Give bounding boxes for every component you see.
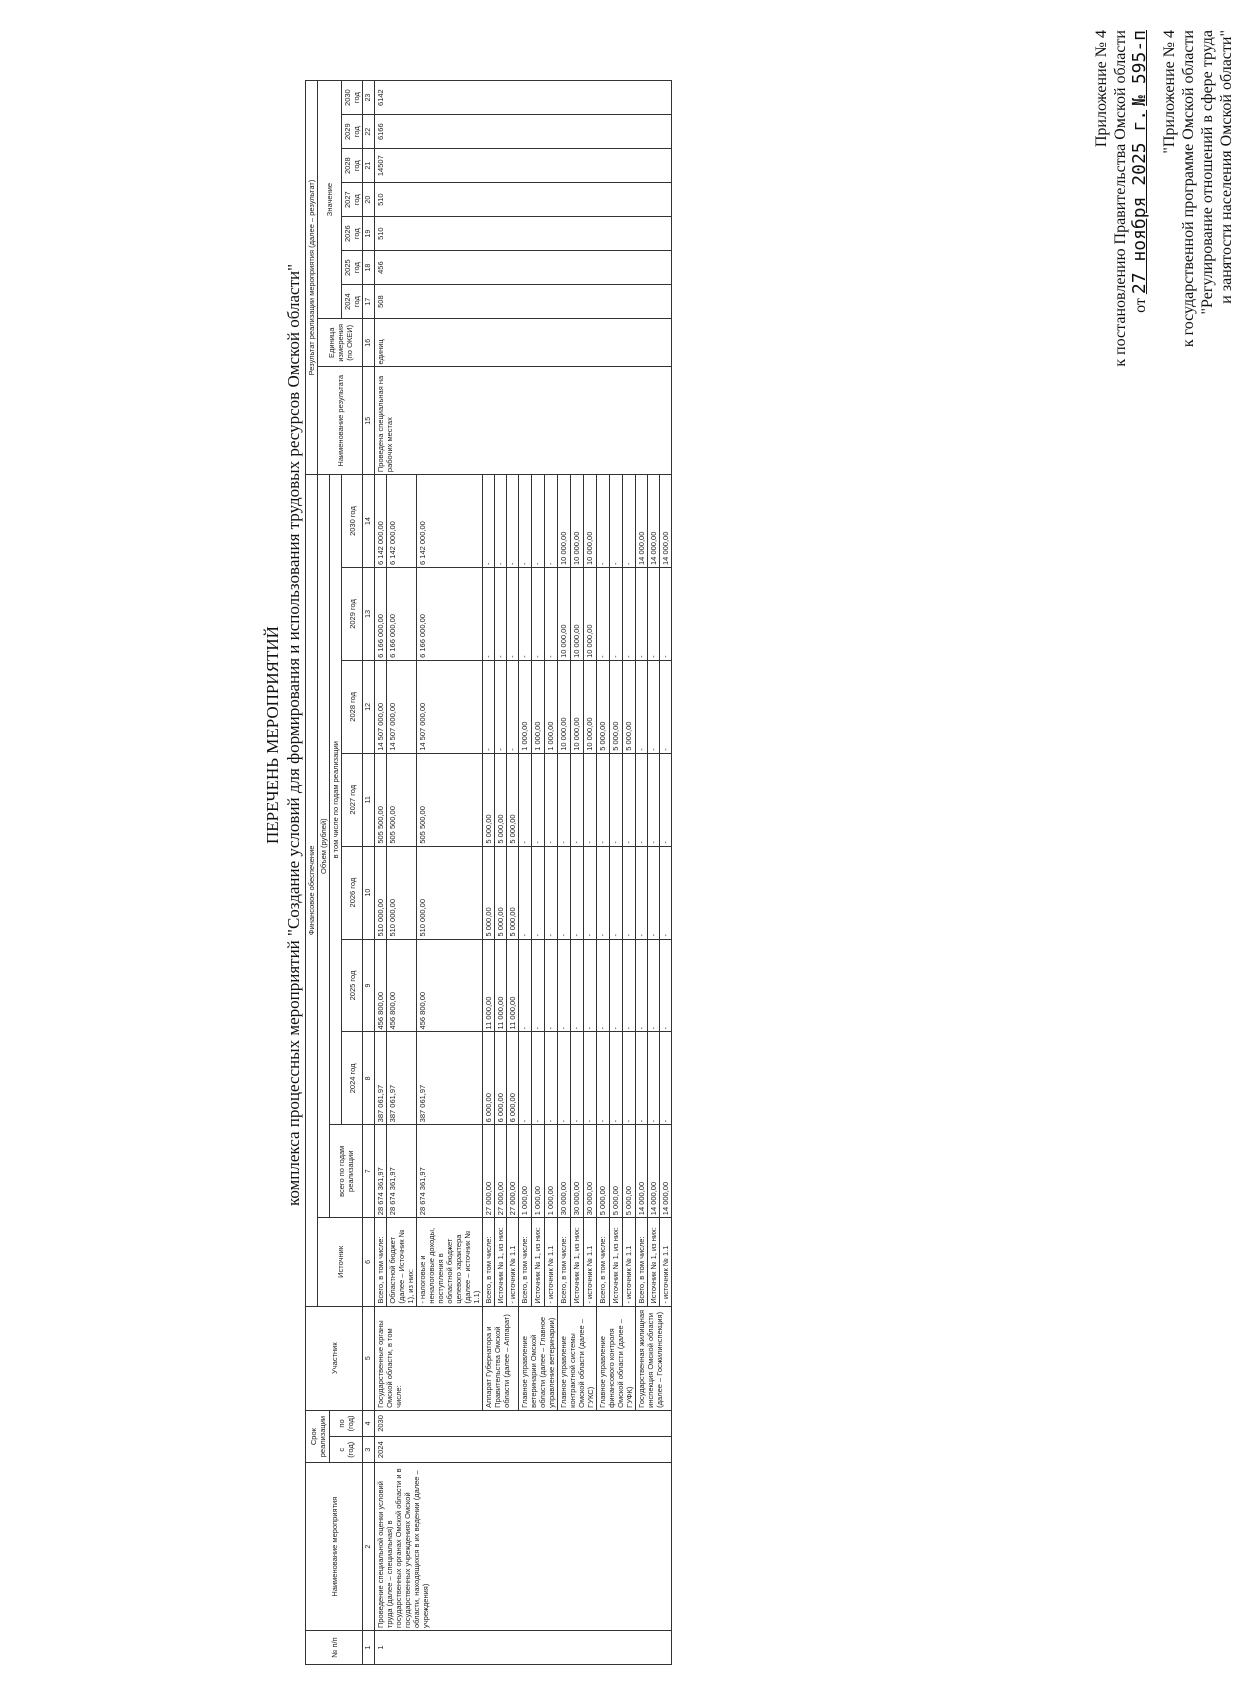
th-from: с (год) — [330, 1437, 363, 1463]
y2028-cell: 1 000,00 — [519, 660, 532, 753]
y2029-cell: - — [623, 567, 636, 660]
y2030-cell: - — [519, 475, 532, 568]
th-total: всего по годам реализации — [330, 1125, 363, 1218]
th-finance: Финансовое обеспечение — [306, 475, 318, 1306]
th-ry2027: 2027 год — [342, 183, 363, 217]
y2028-cell: - — [483, 660, 495, 753]
th-ry2026: 2026 год — [342, 217, 363, 251]
program-appendix-header — [1160, 30, 1236, 390]
y2030-cell: - — [623, 475, 636, 568]
y2030-cell: - — [507, 475, 519, 568]
th-results: Результат реализации мероприятия (далее – результат) — [306, 81, 318, 475]
y2026-cell: 5 000,00 — [483, 846, 495, 939]
result-value-2030: 6142 — [375, 81, 672, 115]
participant-cell: Государственные органы Омской области, в том числе: — [375, 1306, 483, 1410]
source-cell: Источник № 1, из них: — [532, 1218, 545, 1306]
y2027-cell: - — [519, 753, 532, 846]
y2025-cell: - — [636, 939, 648, 1032]
total-cell: 5 000,00 — [597, 1125, 610, 1218]
source-cell: - источник № 1.1 — [545, 1218, 558, 1306]
appendix-date-prefix: от — [1132, 298, 1149, 313]
y2030-cell: 10 000,00 — [571, 475, 584, 568]
y2030-cell: 6 142 000,00 — [417, 475, 483, 568]
total-cell: 28 674 361,97 — [375, 1125, 387, 1218]
column-number: 4 — [363, 1410, 375, 1436]
th-y2030: 2030 год — [342, 475, 363, 568]
y2025-cell: - — [545, 939, 558, 1032]
y2026-cell: 5 000,00 — [507, 846, 519, 939]
y2025-cell: 456 800,00 — [387, 939, 417, 1032]
source-cell: - источник № 1.1 — [507, 1218, 519, 1306]
result-value-2029: 6166 — [375, 115, 672, 149]
program-appendix-number: "Приложение № 4 — [1161, 30, 1178, 154]
source-cell: Источник № 1, из них: — [495, 1218, 507, 1306]
y2027-cell: 505 500,00 — [387, 753, 417, 846]
column-number: 19 — [363, 217, 375, 251]
total-cell: 14 000,00 — [636, 1125, 648, 1218]
y2029-cell: - — [545, 567, 558, 660]
source-cell: Источник № 1, из них: — [648, 1218, 660, 1306]
y2026-cell: - — [558, 846, 571, 939]
y2024-cell: - — [636, 1032, 648, 1125]
result-value-2024: 508 — [375, 285, 672, 319]
total-cell: 27 000,00 — [495, 1125, 507, 1218]
source-cell: Всего, в том числе: — [519, 1218, 532, 1306]
th-res-name: Наименование результата — [318, 367, 363, 475]
y2024-cell: - — [584, 1032, 597, 1125]
y2028-cell: 14 507 000,00 — [387, 660, 417, 753]
th-unit: Единица измерения (по ОКЕИ) — [318, 319, 363, 367]
source-cell: Всего, в том числе: — [483, 1218, 495, 1306]
column-number: 5 — [363, 1306, 375, 1410]
total-cell: 27 000,00 — [483, 1125, 495, 1218]
y2026-cell: 510 000,00 — [387, 846, 417, 939]
program-appendix-line2: к государственной программе Омской области — [1180, 30, 1197, 348]
column-number: 16 — [363, 319, 375, 367]
total-cell: 5 000,00 — [623, 1125, 636, 1218]
y2029-cell: 6 166 000,00 — [387, 567, 417, 660]
participant-cell: Главное управление финансового контроля Омской области (далее – ГУФК) — [597, 1306, 636, 1410]
y2028-cell: 10 000,00 — [571, 660, 584, 753]
y2027-cell: 505 500,00 — [417, 753, 483, 846]
y2029-cell: 10 000,00 — [558, 567, 571, 660]
y2026-cell: - — [610, 846, 623, 939]
source-cell: - источник № 1.1 — [623, 1218, 636, 1306]
y2027-cell: - — [636, 753, 648, 846]
th-y2029: 2029 год — [342, 567, 363, 660]
total-cell: 28 674 361,97 — [417, 1125, 483, 1218]
y2027-cell: 5 000,00 — [507, 753, 519, 846]
th-ry2029: 2029 год — [342, 115, 363, 149]
y2024-cell: - — [660, 1032, 672, 1125]
column-number: 6 — [363, 1218, 375, 1306]
column-number: 10 — [363, 846, 375, 939]
y2026-cell: - — [532, 846, 545, 939]
result-value-2025: 456 — [375, 251, 672, 285]
y2027-cell: 505 500,00 — [375, 753, 387, 846]
y2024-cell: - — [597, 1032, 610, 1125]
y2029-cell: 10 000,00 — [584, 567, 597, 660]
term-to: 2030 — [375, 1410, 672, 1436]
y2024-cell: - — [532, 1032, 545, 1125]
y2030-cell: 14 000,00 — [648, 475, 660, 568]
y2024-cell: 6 000,00 — [507, 1032, 519, 1125]
measures-table — [305, 80, 672, 1665]
row-number: 1 — [375, 1631, 672, 1665]
y2028-cell: 14 507 000,00 — [417, 660, 483, 753]
total-cell: 1 000,00 — [519, 1125, 532, 1218]
result-unit: единиц — [375, 319, 672, 367]
participant-cell: Аппарат Губернатора и Правительства Омской области (далее – Аппарат) — [483, 1306, 519, 1410]
y2025-cell: 456 800,00 — [417, 939, 483, 1032]
column-number: 11 — [363, 753, 375, 846]
y2024-cell: 387 061,97 — [387, 1032, 417, 1125]
total-cell: 30 000,00 — [571, 1125, 584, 1218]
y2028-cell: 10 000,00 — [558, 660, 571, 753]
column-number: 3 — [363, 1437, 375, 1463]
y2027-cell: - — [610, 753, 623, 846]
y2029-cell: - — [660, 567, 672, 660]
y2028-cell: 1 000,00 — [545, 660, 558, 753]
y2028-cell: 5 000,00 — [610, 660, 623, 753]
th-y2026: 2026 год — [342, 846, 363, 939]
y2026-cell: - — [597, 846, 610, 939]
y2028-cell: 5 000,00 — [597, 660, 610, 753]
result-value-2028: 14507 — [375, 149, 672, 183]
y2028-cell: 10 000,00 — [584, 660, 597, 753]
y2030-cell: 14 000,00 — [636, 475, 648, 568]
y2027-cell: - — [584, 753, 597, 846]
y2025-cell: - — [623, 939, 636, 1032]
y2025-cell: - — [597, 939, 610, 1032]
th-participant: Участник — [306, 1306, 363, 1410]
source-cell: Всего, в том числе: — [636, 1218, 648, 1306]
total-cell: 28 674 361,97 — [387, 1125, 417, 1218]
y2030-cell: - — [495, 475, 507, 568]
y2025-cell: - — [660, 939, 672, 1032]
result-value-2027: 510 — [375, 183, 672, 217]
y2030-cell: 10 000,00 — [584, 475, 597, 568]
y2024-cell: 6 000,00 — [483, 1032, 495, 1125]
y2025-cell: - — [532, 939, 545, 1032]
y2029-cell: - — [483, 567, 495, 660]
y2026-cell: - — [648, 846, 660, 939]
y2024-cell: 6 000,00 — [495, 1032, 507, 1125]
column-number: 23 — [363, 81, 375, 115]
th-name: Наименование мероприятия — [306, 1463, 363, 1631]
y2030-cell: 6 142 000,00 — [387, 475, 417, 568]
y2030-cell: - — [545, 475, 558, 568]
y2025-cell: - — [648, 939, 660, 1032]
y2029-cell: - — [532, 567, 545, 660]
appendix-doc-number: № 595-п — [1129, 30, 1150, 106]
column-number: 9 — [363, 939, 375, 1032]
source-cell: Всего, в том числе: — [558, 1218, 571, 1306]
column-number: 17 — [363, 285, 375, 319]
appendix-date-line — [1130, 30, 1150, 410]
th-num: № п/п — [306, 1631, 363, 1665]
y2026-cell: - — [571, 846, 584, 939]
y2027-cell: - — [623, 753, 636, 846]
y2026-cell: - — [623, 846, 636, 939]
column-number: 8 — [363, 1032, 375, 1125]
y2027-cell: - — [532, 753, 545, 846]
total-cell: 14 000,00 — [648, 1125, 660, 1218]
y2024-cell: - — [571, 1032, 584, 1125]
y2029-cell: 6 166 000,00 — [375, 567, 387, 660]
column-number: 12 — [363, 660, 375, 753]
appendix-decree: к постановлению Правительства Омской области — [1112, 30, 1129, 367]
column-number: 7 — [363, 1125, 375, 1218]
y2024-cell: 387 061,97 — [417, 1032, 483, 1125]
total-cell: 30 000,00 — [584, 1125, 597, 1218]
title-subheading: комплекса процессных мероприятий "Создание условий для формирования и использования трудовых ресурсов Омской области" — [284, 263, 303, 1207]
th-y2027: 2027 год — [342, 753, 363, 846]
y2028-cell: - — [495, 660, 507, 753]
column-number: 18 — [363, 251, 375, 285]
column-number: 14 — [363, 475, 375, 568]
y2030-cell: - — [597, 475, 610, 568]
y2028-cell: - — [660, 660, 672, 753]
program-appendix-line4: и занятости населения Омской области" — [1218, 30, 1235, 304]
y2025-cell: - — [571, 939, 584, 1032]
y2027-cell: - — [545, 753, 558, 846]
th-volume: Объем (рублей) — [318, 475, 330, 1218]
y2024-cell: - — [545, 1032, 558, 1125]
source-cell: Всего, в том числе: — [597, 1218, 610, 1306]
total-cell: 27 000,00 — [507, 1125, 519, 1218]
y2026-cell: - — [545, 846, 558, 939]
column-number: 21 — [363, 149, 375, 183]
th-y2028: 2028 год — [342, 660, 363, 753]
y2024-cell: 387 061,97 — [375, 1032, 387, 1125]
y2025-cell: 11 000,00 — [507, 939, 519, 1032]
y2030-cell: 6 142 000,00 — [375, 475, 387, 568]
y2029-cell: - — [648, 567, 660, 660]
term-from: 2024 — [375, 1437, 672, 1463]
column-number: 20 — [363, 183, 375, 217]
participant-cell: Главное управление контрактной системы Омской области (далее – ГУКС) — [558, 1306, 597, 1410]
measure-name: Проведение специальной оценки условий труда (далее – специальная) в государственных органах Омской области и в государственных учреждениях Омской области, находящихся в их ведении (далее – учреждения) — [375, 1463, 672, 1631]
y2028-cell: 1 000,00 — [532, 660, 545, 753]
y2028-cell: - — [636, 660, 648, 753]
table-wrapper — [305, 80, 672, 1665]
y2026-cell: - — [636, 846, 648, 939]
y2028-cell: 14 507 000,00 — [375, 660, 387, 753]
table-row — [375, 81, 387, 1665]
th-source: Источник — [318, 1218, 363, 1306]
total-cell: 5 000,00 — [610, 1125, 623, 1218]
y2026-cell: - — [660, 846, 672, 939]
y2029-cell: - — [495, 567, 507, 660]
y2025-cell: - — [558, 939, 571, 1032]
column-number: 22 — [363, 115, 375, 149]
y2025-cell: - — [610, 939, 623, 1032]
title-heading: ПЕРЕЧЕНЬ МЕРОПРИЯТИЙ — [263, 626, 282, 844]
th-ry2025: 2025 год — [342, 251, 363, 285]
y2030-cell: - — [483, 475, 495, 568]
total-cell: 30 000,00 — [558, 1125, 571, 1218]
y2028-cell: 5 000,00 — [623, 660, 636, 753]
y2025-cell: 11 000,00 — [495, 939, 507, 1032]
th-ry2028: 2028 год — [342, 149, 363, 183]
th-ry2024: 2024 год — [342, 285, 363, 319]
result-value-2026: 510 — [375, 217, 672, 251]
source-cell: Источник № 1, из них: — [610, 1218, 623, 1306]
y2025-cell: - — [519, 939, 532, 1032]
y2027-cell: - — [571, 753, 584, 846]
y2026-cell: 5 000,00 — [495, 846, 507, 939]
y2030-cell: - — [610, 475, 623, 568]
y2024-cell: - — [623, 1032, 636, 1125]
y2029-cell: - — [610, 567, 623, 660]
y2026-cell: - — [519, 846, 532, 939]
y2024-cell: - — [610, 1032, 623, 1125]
source-cell: Всего, в том числе: — [375, 1218, 387, 1306]
y2026-cell: 510 000,00 — [417, 846, 483, 939]
y2027-cell: 5 000,00 — [495, 753, 507, 846]
table-body — [375, 81, 672, 1665]
y2028-cell: - — [648, 660, 660, 753]
y2030-cell: - — [532, 475, 545, 568]
column-number: 1 — [363, 1631, 375, 1665]
th-value: Значение — [318, 81, 342, 319]
y2024-cell: - — [519, 1032, 532, 1125]
y2030-cell: 10 000,00 — [558, 475, 571, 568]
y2025-cell: - — [584, 939, 597, 1032]
y2029-cell: - — [519, 567, 532, 660]
total-cell: 1 000,00 — [532, 1125, 545, 1218]
y2029-cell: 6 166 000,00 — [417, 567, 483, 660]
program-appendix-line3: "Регулирование отношений в сфере труда — [1199, 30, 1216, 315]
column-number: 2 — [363, 1463, 375, 1631]
column-number: 13 — [363, 567, 375, 660]
th-by-year: в том числе по годам реализации — [330, 475, 342, 1125]
y2026-cell: - — [584, 846, 597, 939]
y2027-cell: 5 000,00 — [483, 753, 495, 846]
y2027-cell: - — [558, 753, 571, 846]
th-ry2030: 2030 год — [342, 81, 363, 115]
column-number: 15 — [363, 367, 375, 475]
th-term: Срок реализации — [306, 1410, 330, 1463]
y2027-cell: - — [660, 753, 672, 846]
total-cell: 1 000,00 — [545, 1125, 558, 1218]
header-row-1 — [306, 81, 318, 1665]
y2025-cell: 11 000,00 — [483, 939, 495, 1032]
y2024-cell: - — [558, 1032, 571, 1125]
th-y2024: 2024 год — [342, 1032, 363, 1125]
appendix-number: Приложение № 4 — [1093, 30, 1110, 148]
source-cell: - источник № 1.1 — [660, 1218, 672, 1306]
result-name: Проведена специальная на рабочих местах — [375, 367, 672, 475]
th-to: по (год) — [330, 1410, 363, 1436]
appendix-header — [1092, 30, 1150, 410]
column-number-row — [363, 81, 375, 1665]
y2029-cell: - — [597, 567, 610, 660]
source-cell: Источник № 1, из них: — [571, 1218, 584, 1306]
y2030-cell: 14 000,00 — [660, 475, 672, 568]
y2029-cell: - — [507, 567, 519, 660]
y2025-cell: 456 800,00 — [375, 939, 387, 1032]
participant-cell: Главное управление ветеринарии Омской области (далее – Главное управление ветеринарии) — [519, 1306, 558, 1410]
y2026-cell: 510 000,00 — [375, 846, 387, 939]
source-cell: Областной бюджет (далее – Источник № 1), из них: — [387, 1218, 417, 1306]
y2029-cell: 10 000,00 — [571, 567, 584, 660]
y2029-cell: - — [636, 567, 648, 660]
y2027-cell: - — [648, 753, 660, 846]
y2028-cell: - — [507, 660, 519, 753]
total-cell: 14 000,00 — [660, 1125, 672, 1218]
y2027-cell: - — [597, 753, 610, 846]
th-y2025: 2025 год — [342, 939, 363, 1032]
source-cell: - источник № 1.1 — [584, 1218, 597, 1306]
participant-cell: Государственная жилищная инспекция Омской области (далее – Госжилинспекция) — [636, 1306, 672, 1410]
appendix-date: 27 ноября 2025 г. — [1129, 109, 1150, 295]
y2024-cell: - — [648, 1032, 660, 1125]
document-title — [262, 210, 304, 1260]
source-cell: - налоговые и неналоговые доходы, поступления в областной бюджет целевого характера (далее – источник № 1.1) — [417, 1218, 483, 1306]
